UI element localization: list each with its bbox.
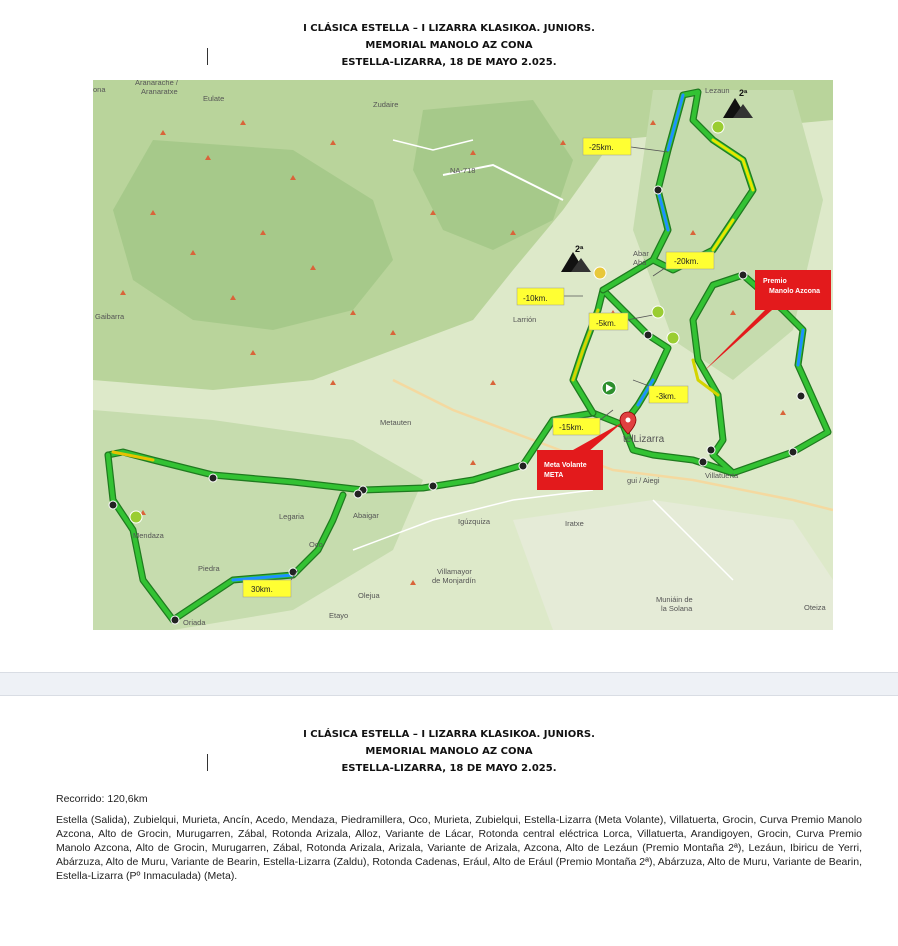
svg-text:Villamayor: Villamayor [437,567,472,576]
page2-title-line-1: I CLÁSICA ESTELLA – I LIZARRA KLASIKOA. JUNIORS. [303,729,595,740]
svg-text:Oriada: Oriada [183,618,206,627]
svg-text:Abá: Abá [633,258,647,267]
svg-text:2ª: 2ª [739,88,748,98]
svg-text:Piedra: Piedra [198,564,220,573]
svg-text:Meta Volante: Meta Volante [544,462,587,469]
svg-text:Igúzquiza: Igúzquiza [458,517,491,526]
svg-text:ona: ona [93,85,106,94]
svg-text:Premio: Premio [763,278,787,285]
svg-text:-20km.: -20km. [674,257,699,266]
header-title-line-2: MEMORIAL MANOLO AZ CONA [365,40,533,51]
svg-text:-10km.: -10km. [523,294,548,303]
svg-text:Lezaun: Lezaun [705,86,730,95]
route-map [93,80,833,630]
svg-text:Manolo Azcona: Manolo Azcona [769,288,821,295]
svg-text:Mendaza: Mendaza [133,531,164,540]
svg-text:NA-718: NA-718 [450,166,476,175]
svg-text:Abar: Abar [633,249,649,258]
svg-text:Larrión: Larrión [513,315,537,324]
svg-text:Etayo: Etayo [329,611,349,620]
svg-text:Oco: Oco [309,540,323,549]
svg-text:META: META [544,472,564,479]
svg-text:gui / Aiegi: gui / Aiegi [627,476,660,485]
svg-text:Iratxe: Iratxe [565,519,584,528]
svg-text:-15km.: -15km. [559,423,584,432]
svg-text:Olejua: Olejua [358,591,380,600]
svg-text:Aranarache /: Aranarache / [135,80,178,87]
document-page-2 [0,696,898,946]
text-cursor [207,48,208,65]
svg-text:Villatuerta: Villatuerta [705,471,739,480]
svg-text:30km.: 30km. [251,585,273,594]
page-separator [0,672,898,696]
svg-text:telLizarra: telLizarra [623,434,665,445]
text-cursor [207,754,208,771]
svg-text:2ª: 2ª [575,244,584,254]
route-itinerary: Estella (Salida), Zubielqui, Murieta, Ancín, Acedo, Mendaza, Piedramillera, Oco, Murieta, Zubielqui, Estella-Lizarra (Meta Volante), Villatuerta, Grocin, Curva Premio Manolo Azcona, Alto de Grocin, Murugarren, Zábal, Rotonda Arizala, Alloz, Variante de Lácar, Rotonda central eléctrica Lorca, Villatuerta, Arandigoyen, Grocin, Curva Premio Manolo Azcona, Alto de Grocin, Murugarren, Zábal, Rotonda Arizala, Arizala, Variante de Arizala, Azcona, Alto de Lezáun (Premio Montaña 2ª), Lezáun, Ibiricu de Yerri, Abárzuza, Alto de Muru, Variante de Bearin, Estella-Lizarra (Zaldu), Rotonda Cadenas, Erául, Alto de Erául (Premio Montaña 2ª), Abárzuza, Alto de Muru, Variante de Bearin, Estella-Lizarra (Pº Inmaculada) (Meta). [56,814,862,882]
svg-text:-25km.: -25km. [589,143,614,152]
route-distance: Recorrido: 120,6km [56,793,148,805]
page2-title-line-3: ESTELLA-LIZARRA, 18 DE MAYO 2.025. [341,763,557,774]
svg-text:Oteiza: Oteiza [804,603,826,612]
svg-text:de Monjardín: de Monjardín [432,576,476,585]
svg-text:-5km.: -5km. [596,319,616,328]
header-title-line-1: I CLÁSICA ESTELLA – I LIZARRA KLASIKOA. JUNIORS. [303,23,595,34]
svg-text:Abaigar: Abaigar [353,511,379,520]
svg-text:Metauten: Metauten [380,418,412,427]
start-marker-icon [602,381,616,395]
svg-text:Eulate: Eulate [203,94,225,103]
svg-text:la Solana: la Solana [661,604,693,613]
svg-text:Legaria: Legaria [279,512,305,521]
svg-text:Aranaratxe: Aranaratxe [141,87,178,96]
svg-text:Muniáin de: Muniáin de [656,595,693,604]
svg-text:-3km.: -3km. [656,392,676,401]
svg-text:Gaibarra: Gaibarra [95,312,125,321]
header-title-line-3: ESTELLA-LIZARRA, 18 DE MAYO 2.025. [341,57,557,68]
page2-title-line-2: MEMORIAL MANOLO AZ CONA [365,746,533,757]
svg-text:Zudaire: Zudaire [373,100,399,109]
